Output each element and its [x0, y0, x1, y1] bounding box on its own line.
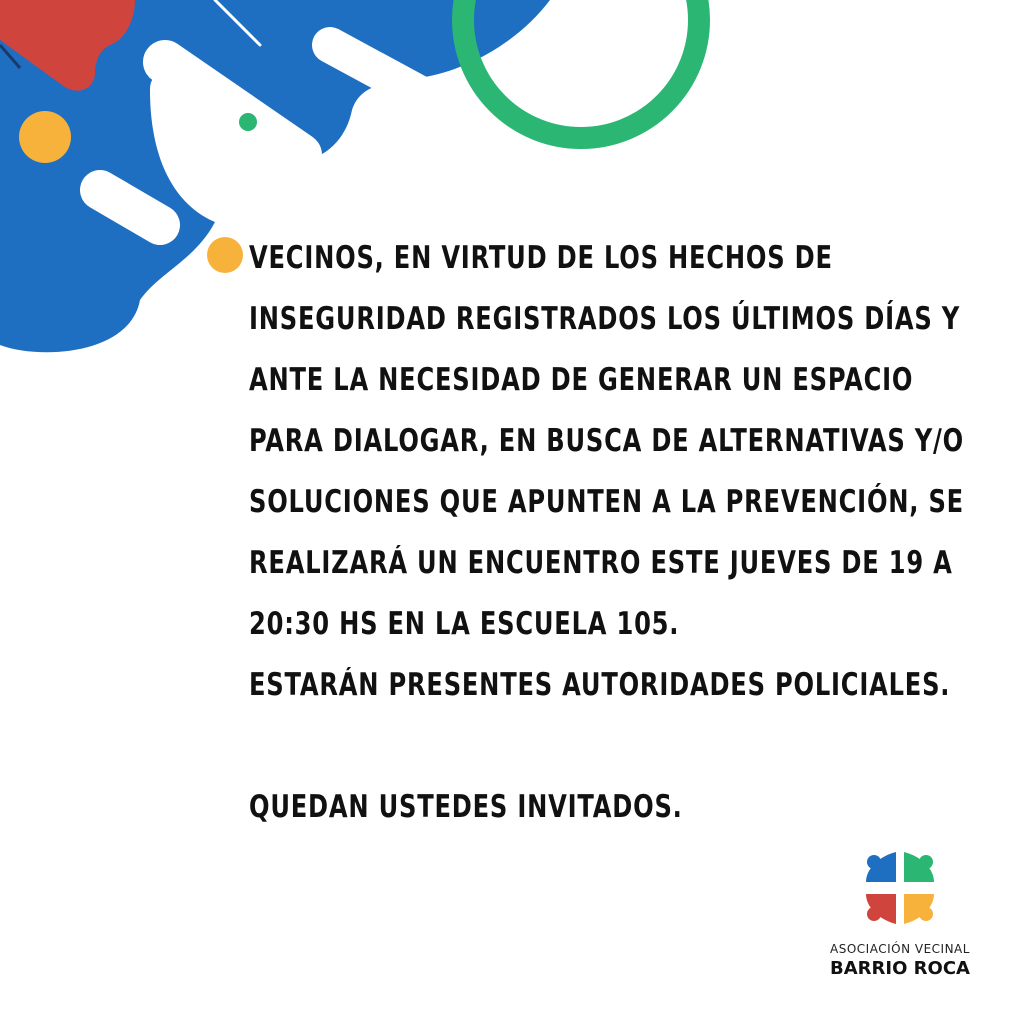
logo-subtitle: ASOCIACIÓN VECINAL [830, 942, 970, 956]
small-green-dot [239, 113, 257, 131]
message-line: INSEGURIDAD REGISTRADOS LOS ÚLTIMOS DÍAS Y [249, 301, 961, 337]
announcement-text [249, 228, 1019, 838]
message-line: SOLUCIONES QUE APUNTEN A LA PREVENCIÓN, SE [249, 484, 964, 520]
message-line: REALIZARÁ UN ENCUENTRO ESTE JUEVES DE 19 A [249, 545, 953, 581]
message-line: ANTE LA NECESIDAD DE GENERAR UN ESPACIO [249, 362, 914, 398]
closing-line: QUEDAN USTEDES INVITADOS. [249, 789, 683, 825]
spacer [249, 716, 1019, 777]
bullet-dot [207, 237, 243, 273]
message-line: 20:30 HS EN LA ESCUELA 105. [249, 606, 680, 642]
people-cross-icon [860, 848, 940, 928]
message-line: VECINOS, EN VIRTUD DE LOS HECHOS DE [249, 240, 833, 276]
message-line: PARA DIALOGAR, EN BUSCA DE ALTERNATIVAS Y/O [249, 423, 964, 459]
yellow-dot [19, 111, 71, 163]
logo-title: BARRIO ROCA [830, 958, 970, 979]
association-logo [820, 848, 980, 979]
message-line: ESTARÁN PRESENTES AUTORIDADES POLICIALES. [249, 667, 951, 703]
